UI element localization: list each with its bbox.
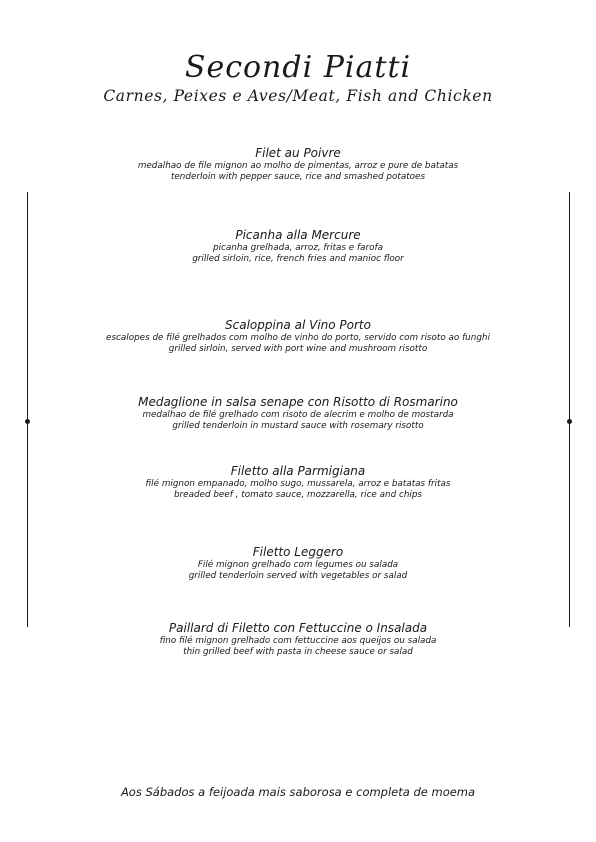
dish-name: Filetto alla Parmigiana — [230, 464, 366, 478]
footer-note: Aos Sábados a feijoada mais saborosa e completa de moema — [120, 785, 476, 799]
dish-description-en: grilled tenderloin served with vegetables or salad — [188, 571, 408, 581]
dish-paillard-di-filetto — [0, 621, 596, 658]
dish-description-pt: filé mignon empanado, molho sugo, mussarela, arroz e batatas fritas — [145, 479, 451, 489]
dish-description-en: grilled tenderloin in mustard sauce with rosemary risotto — [172, 421, 424, 431]
dish-name: Filetto Leggero — [252, 545, 344, 559]
dish-name: Picanha alla Mercure — [235, 228, 361, 242]
dish-filet-au-poivre — [0, 146, 596, 183]
dish-description-pt: Filé mignon grelhado com legumes ou salada — [197, 560, 399, 570]
page-subtitle: Carnes, Peixes e Aves/Meat, Fish and Chicken — [103, 87, 493, 105]
dish-description-en: grilled sirloin, served with port wine and mushroom risotto — [168, 344, 428, 354]
dish-filetto-alla-parmigiana — [0, 464, 596, 501]
dish-description-en: breaded beef , tomato sauce, mozzarella, rice and chips — [173, 490, 423, 500]
page-title: Secondi Piatti — [184, 50, 412, 85]
dish-picanha-alla-mercure — [0, 228, 596, 265]
dish-description-pt: fino filé mignon grelhado com fettuccine aos queijos ou salada — [159, 636, 437, 646]
dish-description-en: thin grilled beef with pasta in cheese sauce or salad — [183, 647, 413, 657]
dish-name: Filet au Poivre — [255, 146, 341, 160]
dish-description-pt: medalhao de file mignon ao molho de pimentas, arroz e pure de batatas — [137, 161, 459, 171]
dish-name: Scaloppina al Vino Porto — [225, 318, 371, 332]
dish-description-pt: medalhao de filé grelhado com risoto de alecrim e molho de mostarda — [142, 410, 454, 420]
dish-description-en: grilled sirloin, rice, french fries and manioc floor — [192, 254, 404, 264]
dish-description-pt: picanha grelhada, arroz, fritas e farofa — [213, 243, 383, 253]
dish-scaloppina-al-vino-porto — [0, 318, 596, 355]
dish-description-en: tenderloin with pepper sauce, rice and smashed potatoes — [170, 172, 426, 182]
dish-name: Paillard di Filetto con Fettuccine o Insalada — [168, 621, 428, 635]
dish-name: Medaglione in salsa senape con Risotto di Rosmarino — [138, 395, 458, 409]
dish-filetto-leggero — [0, 545, 596, 582]
dish-description-pt: escalopes de filé grelhados com molho de vinho do porto, servido com risoto ao funghi — [106, 333, 490, 343]
dish-medaglione-salsa-senape — [0, 395, 596, 432]
